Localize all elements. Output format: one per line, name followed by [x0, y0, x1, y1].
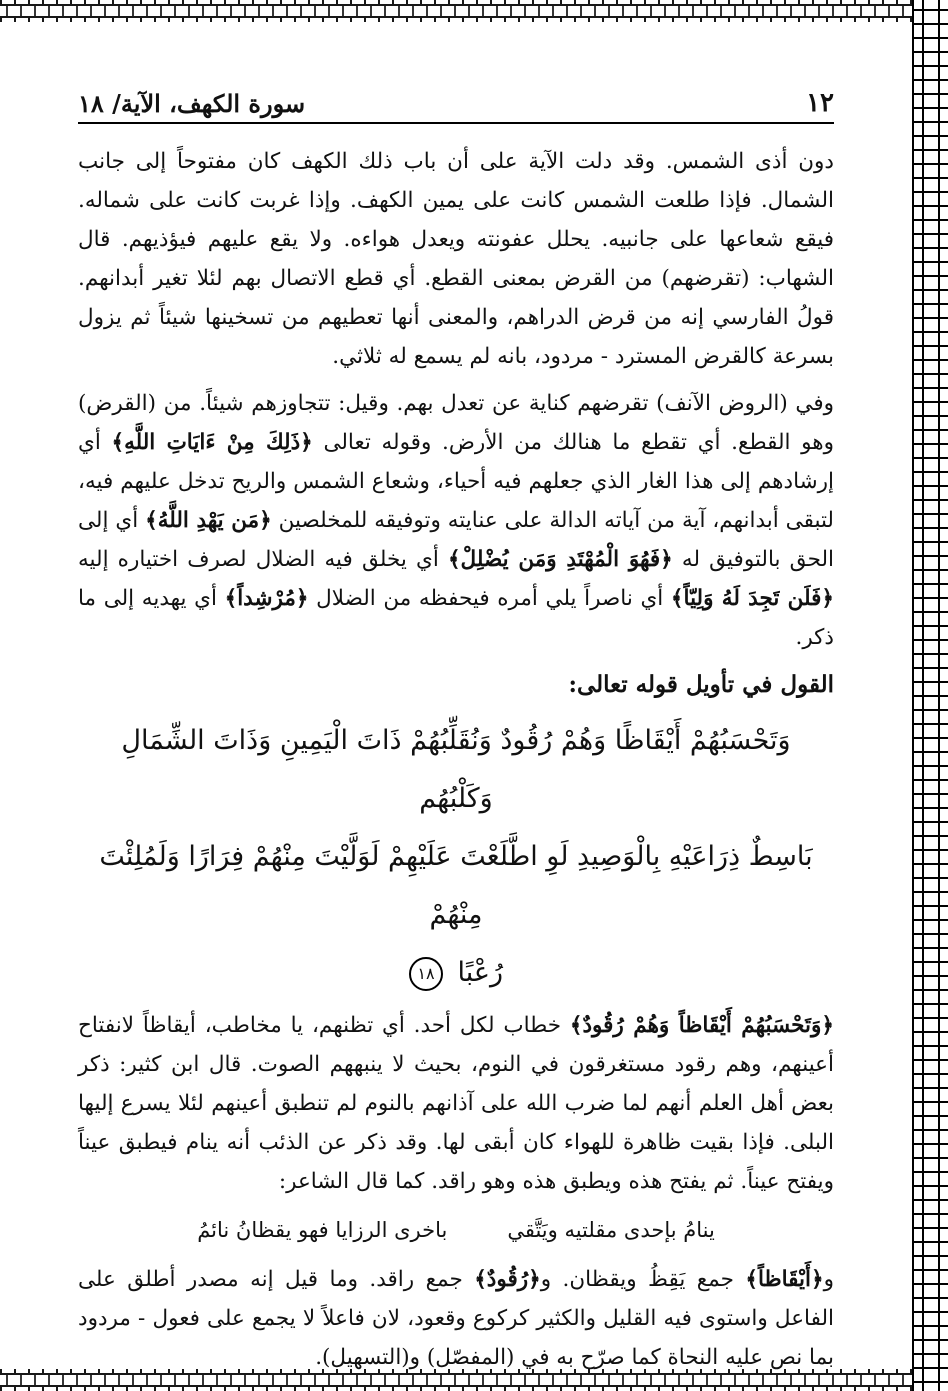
verse-line-1: وَتَحْسَبُهُمْ أَيْقَاظًا وَهُمْ رُقُودٌ وَنُقَلِّبُهُمْ ذَاتَ الْيَمِينِ وَذَاتَ الشِّمَالِ وَكَلْبُهُم	[121, 725, 791, 814]
paragraph-2	[78, 384, 834, 657]
paragraph-4-text-2: جمع يَقِظُ ويقظان. و	[540, 1267, 734, 1292]
paragraph-1: دون أذى الشمس. وقد دلت الآية على أن باب ذلك الكهف كان مفتوحاً إلى جانب الشمال. فإذا طلعت الشمس كانت على يمين الكهف. وإذا غربت كانت على شماله. فيقع شعاعها على جانبيه. يحلل عفونته ويعدل هواءه. ولا يقع عليهم فيؤذيهم. قال الشهاب: (تقرضهم) من القرض بمعنى القطع. أي قطع الاتصال بهم لئلا تغير أبدانهم. قولُ الفارسي إنه من قرض الدراهم، والمعنى أنها تعطيهم من تسخينها شيئاً ثم يزول بسرعة كالقرض المسترد - مردود، بانه لم يسمع له ثلاثي.	[78, 149, 834, 369]
paragraph-2-text-6: أي يهديه إلى ما ذكر.	[78, 586, 834, 650]
paragraph-3	[78, 1006, 834, 1201]
page-header	[78, 78, 834, 124]
quran-quote-4: ﴿فَلَن تَجِدَ لَهُ وَلِيّاً﴾	[670, 586, 834, 611]
poem-verse	[78, 1211, 834, 1250]
quran-quote-6: ﴿وَتَحْسَبُهُمْ أَيْقَاظاً وَهُمْ رُقُودٌ﴾	[569, 1013, 834, 1038]
verse-line-2: بَاسِطٌ ذِرَاعَيْهِ بِالْوَصِيدِ لَوِ اطَّلَعْتَ عَلَيْهِمْ لَوَلَّيْتَ مِنْهُمْ فِرَارًا وَلَمُلِئْتَ مِنْهُمْ	[99, 841, 813, 930]
quran-quote-2: ﴿مَن يَهْدِ اللَّهُ﴾	[145, 508, 272, 533]
quran-quote-8: ﴿رُقُودٌ﴾	[474, 1267, 541, 1292]
page-body	[78, 142, 834, 1377]
paragraph-2-text-3: أي إلى الحق بالتوفيق له	[78, 508, 834, 572]
quran-quote-7: ﴿أَيْقَاظاً﴾	[745, 1267, 824, 1292]
paragraph-4	[78, 1260, 834, 1377]
paragraph-2-text-1: وفي (الروض الآنف) تقرضهم كناية عن تعدل بهم. وقيل: تتجاوزهم شيئاً. من (القرض) وهو القطع. أي تقطع ما هنالك من الأرض. وقوله تعالى	[78, 391, 834, 455]
running-title: سورة الكهف، الآية/ ١٨	[78, 89, 306, 118]
paragraph-2-text-2: أي إرشادهم إلى هذا الغار الذي جعلهم فيه أحياء، وشعاع الشمس والريح تدخل عليهم فيه، لتبقى أبدانهم، آية من آياته الدالة على عنايته وتوفيقه للمخلصين	[78, 430, 834, 533]
section-heading: القول في تأويل قوله تعالى:	[568, 671, 834, 698]
quran-quote-1: ﴿ذَلِكَ مِنْ ءَايَاتِ اللَّهِ﴾	[111, 430, 313, 455]
paragraph-4-text-3: جمع راقد. وما قيل إنه مصدر أطلق على الفاعل واستوى فيه القليل والكثير كركوع وقعود، لان فاعلاً لا يجمع على فعول - مردود بما نص عليه النحاة كما صرّح به في (المفصّل) و(التسهيل).	[78, 1267, 834, 1370]
quran-quote-5: ﴿مُرْشِداً﴾	[224, 586, 309, 611]
top-ornamental-border	[0, 0, 948, 22]
quran-verse	[78, 708, 834, 1006]
paragraph-4-text-1: و	[823, 1267, 834, 1292]
ayah-number-marker: ١٨	[409, 957, 443, 991]
book-page	[78, 78, 834, 1370]
paragraph-2-text-5: أي ناصراً يلي أمره فيحفظه من الضلال	[316, 586, 664, 611]
quran-quote-3: ﴿فَهُوَ الْمُهْتَدِ وَمَن يُضْلِلْ﴾	[447, 547, 673, 572]
right-ornamental-border	[912, 0, 948, 1391]
verse-line-3-text: رُعْبًا	[457, 957, 504, 988]
page-number: ١٢	[806, 88, 834, 118]
verse-line-3	[88, 944, 824, 1002]
poem-hemistich-2: باخرى الرزايا فهو يقظانُ نائمُ	[197, 1218, 448, 1242]
paragraph-2-text-4: أي يخلق فيه الضلال لصرف اختياره إليه	[78, 547, 439, 572]
paragraph-3-text: خطاب لكل أحد. أي تظنهم، يا مخاطب، أيقاظاً لانفتاح أعينهم، وهم رقود مستغرقون في النوم، بحيث لا ينبههم الصوت. قال ابن كثير: ذكر بعض أهل العلم أنهم لما ضرب الله على آذانهم بالنوم لم تنطبق أعينهم لئلا يسرع إليها البلى. فإذا بقيت ظاهرة للهواء كان أبقى لها. وقد ذكر عن الذئب أنه ينام فيطبق عيناً ويفتح عيناً. ثم يفتح هذه ويطبق هذه وهو راقد. كما قال الشاعر:	[78, 1013, 834, 1194]
poem-hemistich-1: ينامُ بإحدى مقلتيه ويَتَّقي	[507, 1218, 715, 1242]
